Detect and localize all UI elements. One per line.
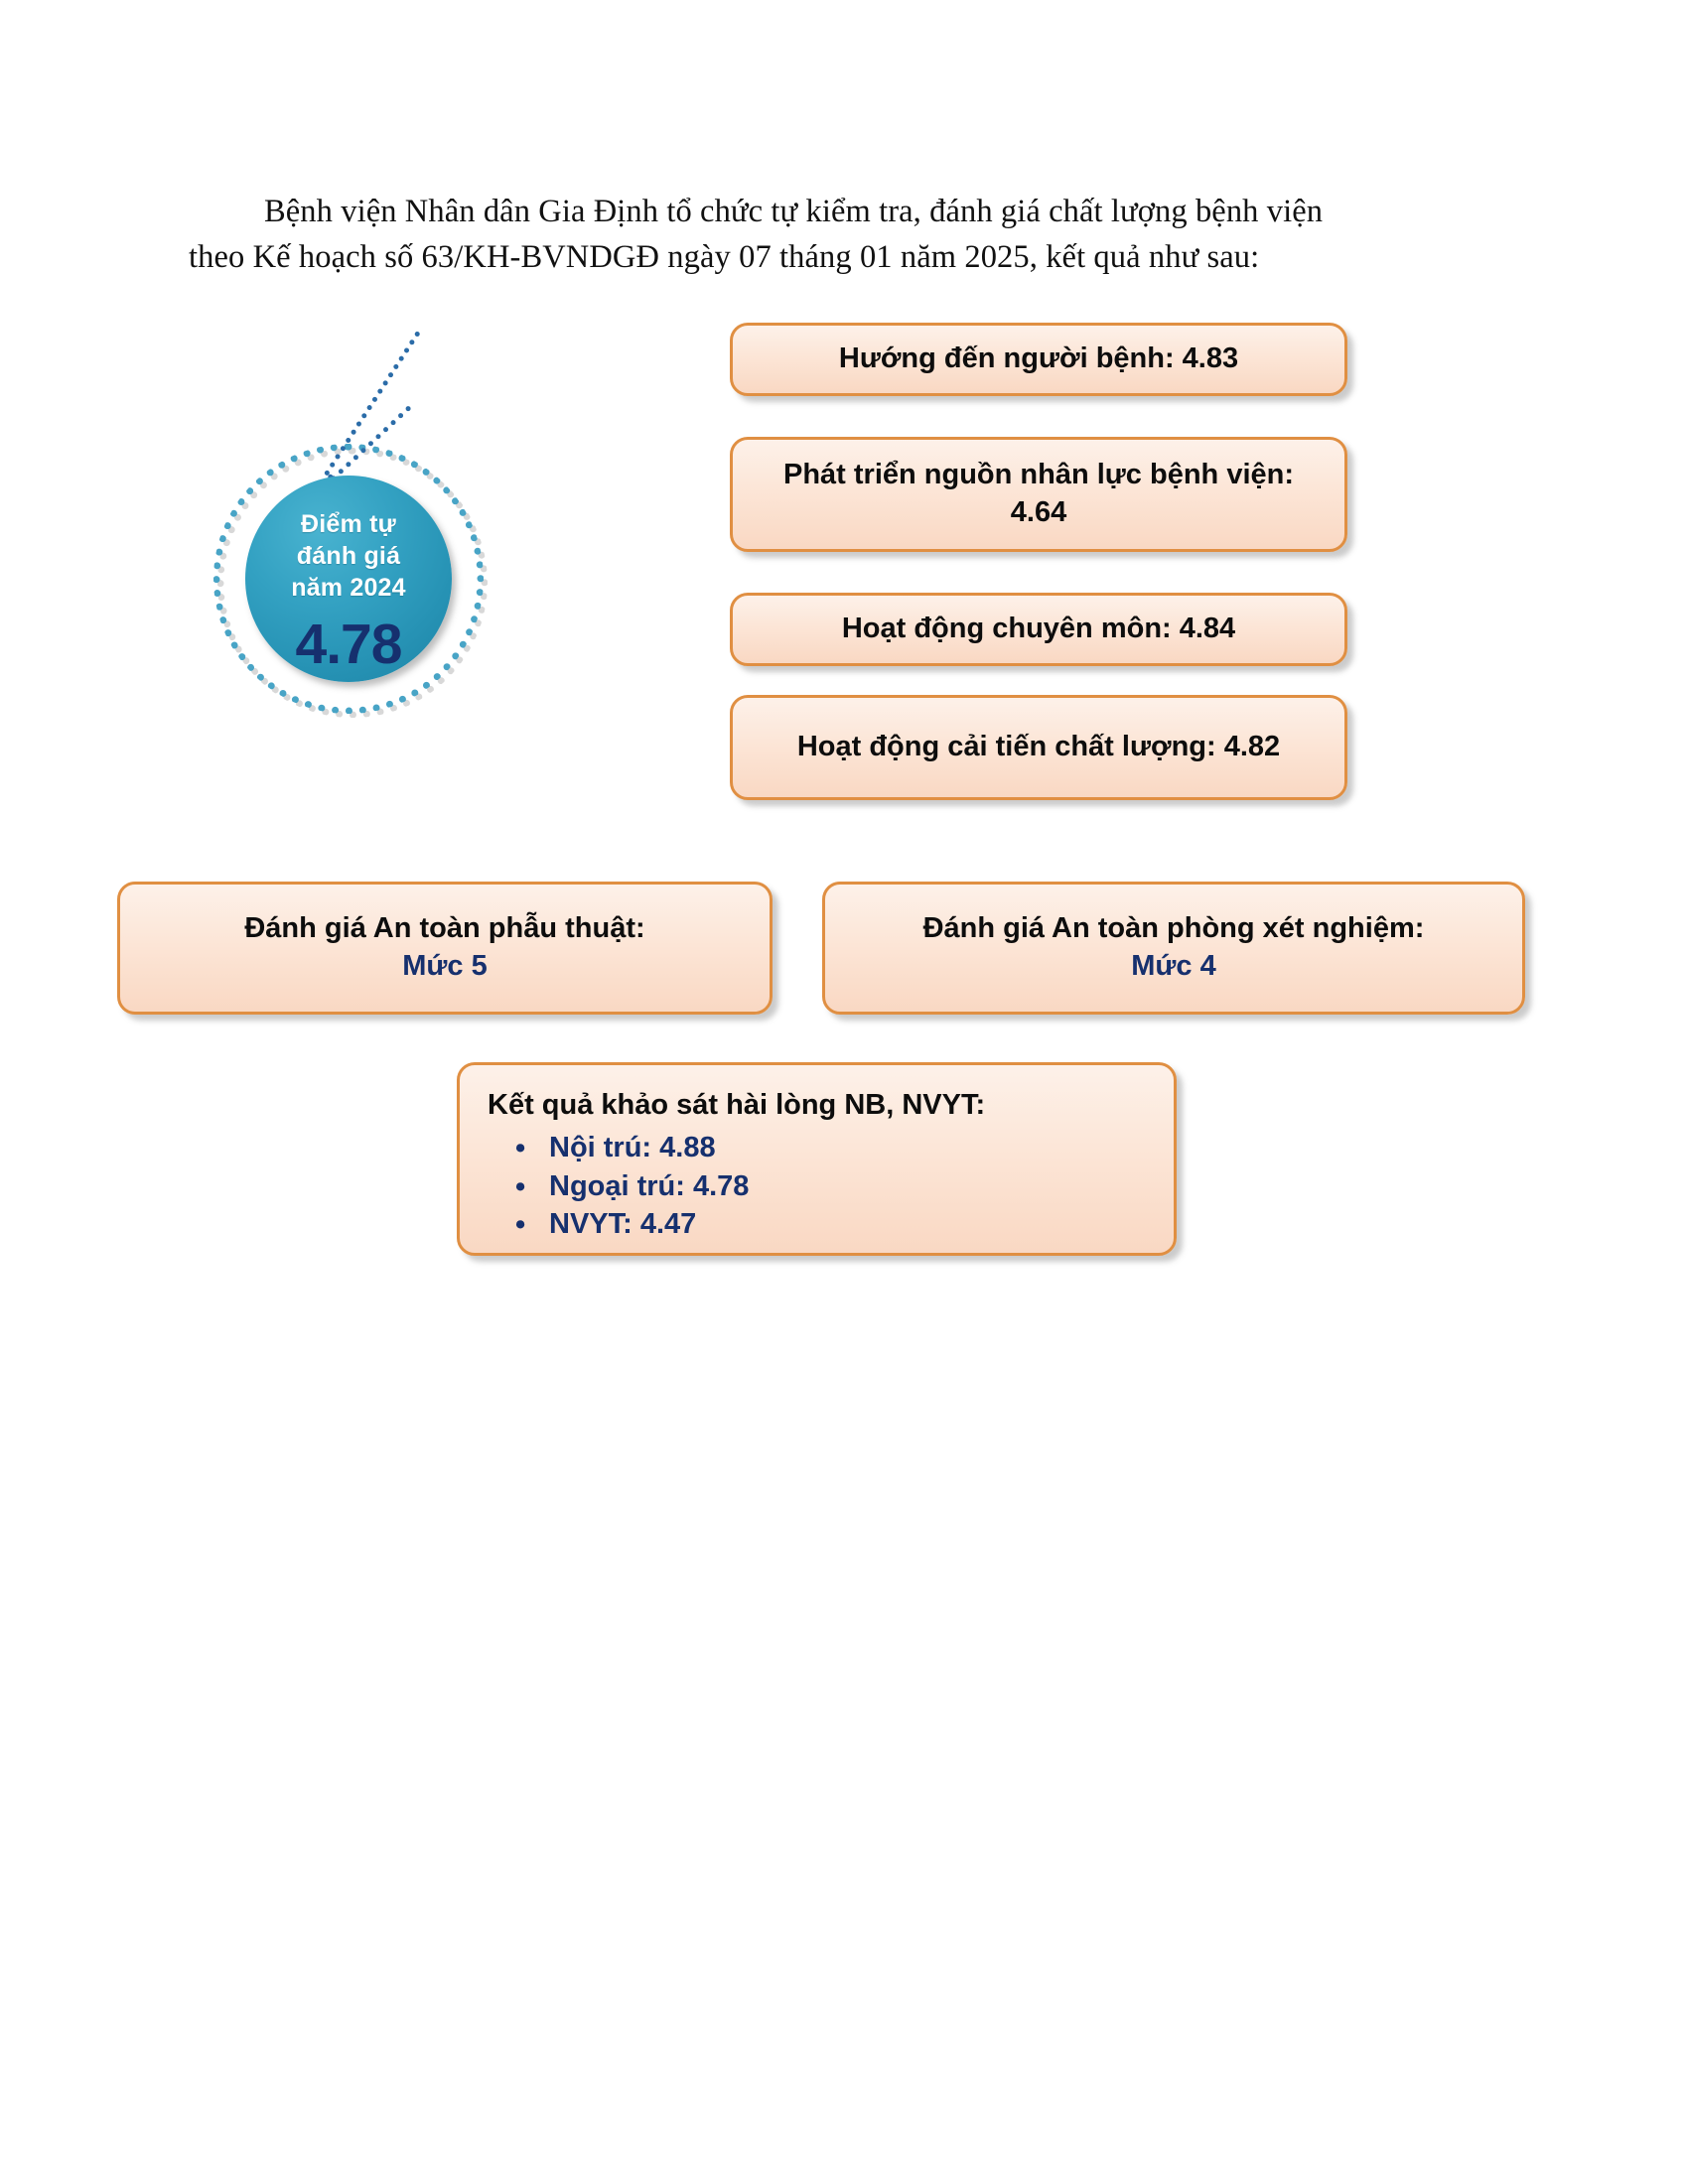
bullet-icon: •: [515, 1132, 526, 1164]
survey-list: [488, 1129, 749, 1245]
criteria-box-quality-improvement: [730, 695, 1347, 800]
criteria-box-professional-activities: [730, 593, 1347, 666]
survey-item-text: Ngoại trú: 4.78: [549, 1169, 750, 1202]
criteria-box-text: Phát triển nguồn nhân lực bệnh viện: 4.64: [782, 459, 1294, 528]
survey-item-text: NVYT: 4.47: [549, 1208, 697, 1241]
bullet-icon: •: [515, 1170, 526, 1203]
criteria-box-patient-oriented: [730, 323, 1347, 396]
intro-paragraph: [189, 189, 1529, 280]
safety-box-content: [244, 910, 644, 985]
list-item: [515, 1167, 750, 1206]
criteria-box-text: Hoạt động chuyên môn: 4.84: [841, 613, 1236, 645]
safety-box-title: Đánh giá An toàn phòng xét nghiệm:: [922, 912, 1425, 945]
safety-box-content: [923, 910, 1425, 985]
intro-line-2: theo Kế hoạch số 63/KH-BVNDGĐ ngày 07 tháng 01 năm 2025, kết quả như sau:: [189, 239, 1260, 276]
criteria-box-text: Hoạt động cải tiến chất lượng: 4.82: [796, 731, 1281, 763]
criteria-box-text: Hướng đến người bệnh: 4.83: [838, 342, 1239, 375]
safety-box-level: Mức 5: [402, 950, 488, 982]
score-value: 4.78: [295, 613, 402, 676]
safety-box-title: Đánh giá An toàn phẫu thuật:: [244, 912, 645, 945]
score-label-line-1: Điểm tự: [301, 510, 396, 538]
bullet-icon: •: [515, 1209, 526, 1242]
safety-box-level: Mức 4: [1131, 950, 1216, 982]
safety-box-surgical: [117, 882, 773, 1015]
safety-box-laboratory: [822, 882, 1525, 1015]
survey-title: Kết quả khảo sát hài lòng NB, NVYT:: [488, 1089, 986, 1121]
list-item: [515, 1205, 749, 1244]
score-circle-label: [291, 508, 406, 604]
score-circle: [245, 476, 452, 682]
list-item: [515, 1129, 749, 1167]
score-label-line-3: năm 2024: [291, 574, 406, 602]
survey-item-text: Nội trú: 4.88: [549, 1131, 716, 1163]
criteria-box-human-resources: [730, 437, 1347, 552]
intro-line-1: Bệnh viện Nhân dân Gia Định tổ chức tự kiểm tra, đánh giá chất lượng bệnh viện: [264, 194, 1324, 229]
survey-results-box: [457, 1062, 1177, 1256]
score-label-line-2: đánh giá: [296, 542, 401, 570]
self-assessment-score-graphic: [207, 306, 494, 802]
